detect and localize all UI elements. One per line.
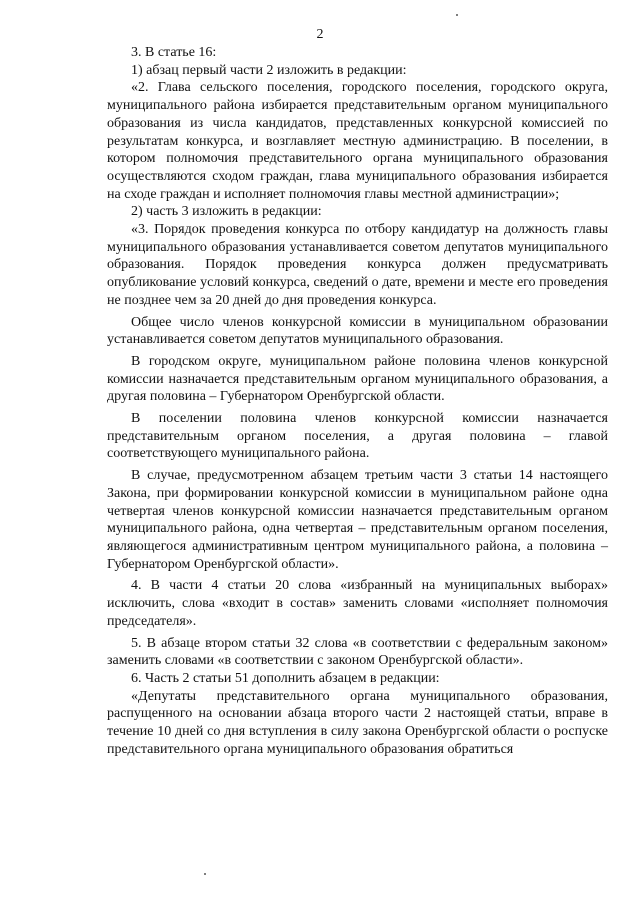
paragraph-settlement: В поселении половина членов конкурсной комиссии назначается представительным органом поселения, а другая половина – главой соответствующего муниципального района. — [107, 411, 608, 462]
paragraph-special-case: В случае, предусмотренном абзацем третьим части 3 статьи 14 настоящего Закона, при формировании конкурсной комиссии в муниципальном районе одна четвертая членов конкурсной комиссии назначается представительным органом муниципального района, одна четвертая – представительным органом поселения, являющегося административным центром муниципального района, а половина – Губернатором Оренбургской области». — [107, 468, 608, 572]
paragraph-article-20: 4. В части 4 статьи 20 слова «избранный на муниципальных выборах» исключить, слова «входит в состав» заменить словами «исполняет полномочия председателя». — [107, 578, 608, 629]
paragraph-article-51: 6. Часть 2 статьи 51 дополнить абзацем в редакции: — [131, 670, 440, 686]
paragraph-deputies: «Депутаты представительного органа муниципального образования, распущенного на основании абзаца второго части 2 настоящей статьи, вправе в течение 10 дней со дня вступления в силу закона Оренбургской области о роспуске представительного органа муниципального образования обратиться — [107, 688, 608, 757]
paragraph-article-16-heading: 3. В статье 16: — [131, 45, 217, 60]
page-number: 2 — [316, 27, 324, 42]
paragraph-part-2-text: «2. Глава сельского поселения, городского поселения, городского округа, муниципального района избирается представительным органом муниципального образования из числа кандидатов, представленных конкурсной комиссией по результатам конкурса, и возглавляет местную администрацию. В поселении, в котором полномочия представительного органа муниципального образования осуществляются сходом граждан, глава муниципального образования избирается на сходе граждан и исполняет полномочия главы местной администрации»; — [107, 80, 608, 202]
paragraph-commission-total: Общее число членов конкурсной комиссии в муниципальном образовании устанавливается советом депутатов муниципального образования. — [107, 314, 608, 348]
scan-speck — [456, 14, 458, 16]
document-body — [107, 44, 608, 758]
paragraph-item-2: 2) часть 3 изложить в редакции: — [131, 204, 322, 220]
paragraph-item-1: 1) абзац первый части 2 изложить в редакции: — [131, 62, 407, 78]
scan-speck — [204, 873, 206, 875]
paragraph-article-32: 5. В абзаце втором статьи 32 слова «в соответствии с федеральным законом» заменить словами «в соответствии с законом Оренбургской области». — [107, 635, 608, 669]
paragraph-city-district: В городском округе, муниципальном районе половина членов конкурсной комиссии назначается представительным органом муниципального образования, а другая половина – Губернатором Оренбургской области. — [107, 353, 608, 405]
paragraph-part-3-text: «3. Порядок проведения конкурса по отбору кандидатур на должность главы муниципального образования устанавливается советом депутатов муниципального образования. Порядок проведения конкурса должен предусматривать опубликование условий конкурса, сведений о дате, времени и месте его проведения не позднее чем за 20 дней до дня проведения конкурса. — [107, 222, 608, 308]
